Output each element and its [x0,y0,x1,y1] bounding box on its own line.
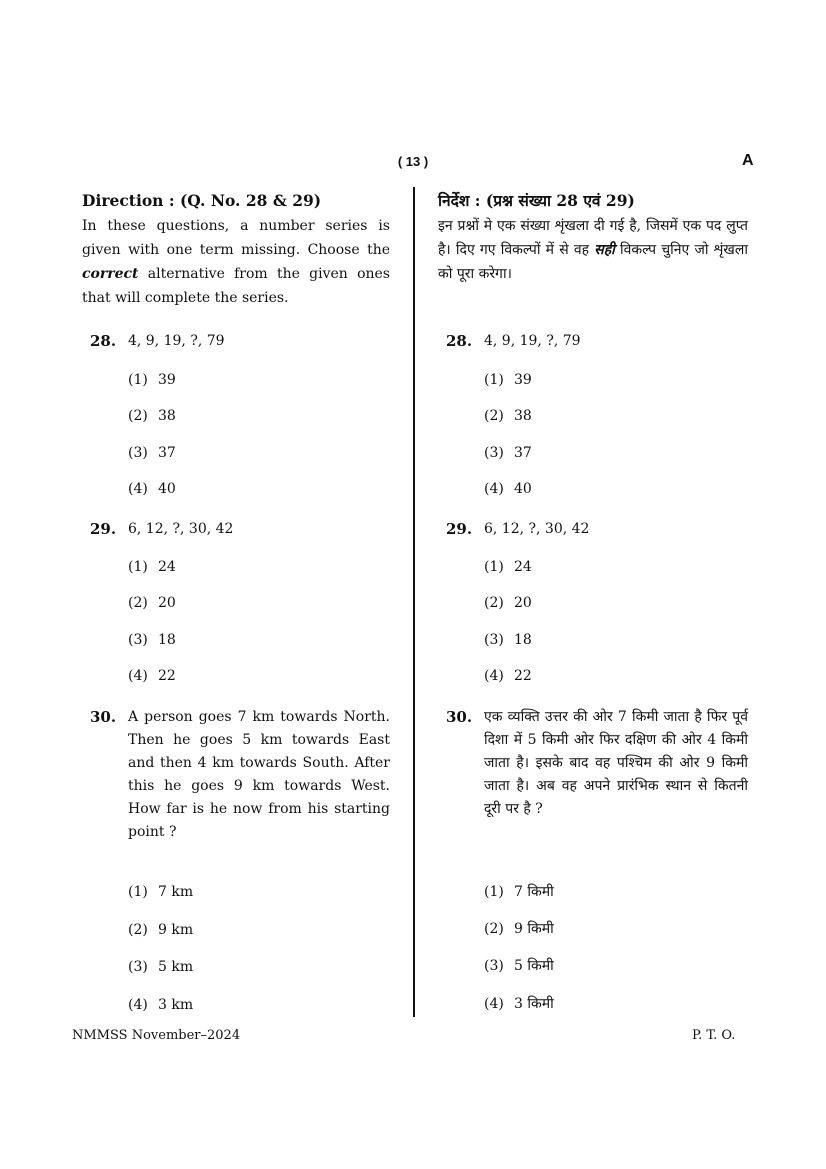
direction-title: निर्देश : (प्रश्न संख्या 28 एवं 29) [438,191,635,210]
question-text: 6, 12, ?, 30, 42 [484,521,590,537]
question-29 [438,518,748,684]
option-2[interactable]: (2) 38 [484,408,532,424]
column-divider [413,187,415,1017]
option-4[interactable]: (4) 3 किमी [484,996,554,1012]
option-1[interactable]: (1) 7 km [128,884,194,900]
option-4[interactable]: (4) 40 [128,481,176,497]
direction-title: Direction : (Q. No. 28 & 29) [82,191,322,210]
question-30 [438,706,748,1012]
direction-text: In these questions, a number series is given with one term missing. Choose the correct alternative from the given ones that will complete the series. [82,218,390,306]
question-29 [82,518,390,684]
question-text: 6, 12, ?, 30, 42 [128,521,234,537]
direction-emphasis: correct [82,266,139,282]
option-1[interactable]: (1) 7 किमी [484,884,554,900]
direction-emphasis: सही [594,242,615,258]
question-number: 28. [90,332,117,350]
question-text: A person goes 7 km towards North. Then he goes 5 km towards East and then 4 km towards South. After this he goes 9 km towards West. How far is he now from his starting point ? [128,709,390,840]
hindi-column [438,190,748,1012]
option-4[interactable]: (4) 40 [484,481,532,497]
option-3[interactable]: (3) 18 [128,632,176,648]
option-2[interactable]: (2) 20 [128,595,176,611]
option-1[interactable]: (1) 39 [484,372,532,388]
page-number: ( 13 ) [397,154,429,169]
set-code: A [742,152,754,169]
question-number: 30. [446,708,473,726]
option-1[interactable]: (1) 39 [128,372,176,388]
option-2[interactable]: (2) 20 [484,595,532,611]
option-2[interactable]: (2) 9 किमी [484,921,554,937]
option-2[interactable]: (2) 38 [128,408,176,424]
direction-text: इन प्रश्नों मे एक संख्या शृंखला दी गई है, जिसमें एक पद लुप्त है। दिए गए विकल्पों में से वह सही विकल्प चुनिए जो शृंखला को पूरा करेगा। [438,218,748,282]
option-3[interactable]: (3) 18 [484,632,532,648]
question-28 [438,330,748,497]
question-text: 4, 9, 19, ?, 79 [128,333,225,349]
question-28 [82,330,390,497]
option-3[interactable]: (3) 37 [128,445,176,461]
question-number: 29. [446,520,473,538]
question-text: एक व्यक्ति उत्तर की ओर 7 किमी जाता है फिर पूर्व दिशा में 5 किमी ओर फिर दक्षिण की ओर 4 किमी जाता है। इसके बाद वह पश्चिम की ओर 9 किमी जाता है। अब वह अपने प्रारंभिक स्थान से कितनी दूरी पर है ? [484,709,748,817]
footer-pto: P. T. O. [692,1028,736,1043]
question-number: 28. [446,332,473,350]
question-30 [82,706,390,1013]
option-3[interactable]: (3) 37 [484,445,532,461]
option-3[interactable]: (3) 5 km [128,959,194,975]
question-number: 30. [90,708,117,726]
option-1[interactable]: (1) 24 [128,559,176,575]
option-2[interactable]: (2) 9 km [128,922,194,938]
option-4[interactable]: (4) 3 km [128,997,194,1013]
option-4[interactable]: (4) 22 [484,668,532,684]
option-1[interactable]: (1) 24 [484,559,532,575]
option-4[interactable]: (4) 22 [128,668,176,684]
footer-exam-name: NMMSS November–2024 [72,1028,241,1043]
option-3[interactable]: (3) 5 किमी [484,958,554,974]
question-text: 4, 9, 19, ?, 79 [484,333,581,349]
english-column [82,190,390,1013]
question-number: 29. [90,520,117,538]
